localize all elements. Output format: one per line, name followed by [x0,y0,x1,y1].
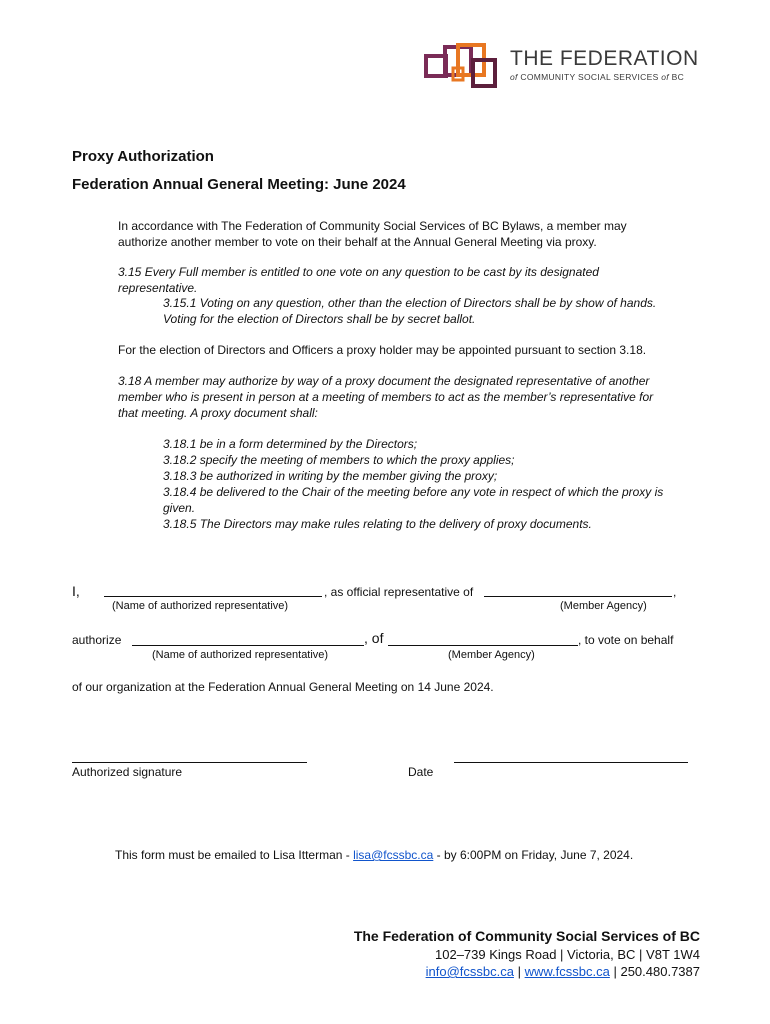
representative-label-2: (Name of authorized representative) [152,649,329,661]
date-field[interactable] [454,762,688,763]
list-item: given. [163,501,196,515]
page-title: Proxy Authorization [72,148,214,165]
footer-address: 102–739 Kings Road | Victoria, BC | V8T 1W4 [435,947,700,962]
footer-org-name: The Federation of Community Social Services of BC [353,928,700,944]
logo-title: THE FEDERATION [510,47,699,70]
member-agency-label-2: (Member Agency) [448,649,535,661]
closing-statement: of our organization at the Federation Annual General Meeting on 14 June 2024. [72,680,494,694]
list-item: 3.18.5 The Directors may make rules relating to the delivery of proxy documents. [163,517,592,531]
footer-website-link[interactable]: www.fcssbc.ca [524,964,610,979]
footer-contact: info@fcssbc.ca | www.fcssbc.ca | 250.480.7387 [425,964,700,979]
signature-field[interactable] [72,762,307,763]
date-label: Date [408,765,434,779]
form-row1-mid: , as official representative of [324,585,474,599]
meeting-title: Federation Annual General Meeting: June 2024 [72,176,406,193]
bylaw-3-18: 3.18 A member may authorize by way of a proxy document the designated representative of another member who is present in person at a meeting of members to act as the member’s representative for that meeting. A proxy document shall: [118,374,654,420]
representative-name-field-2[interactable] [132,645,364,646]
form-row2-of: , of [364,630,384,646]
bylaw-3-18-list [163,436,663,532]
intro-paragraph: In accordance with The Federation of Community Social Services of BC Bylaws, a member may authorize another member to vote on their behalf at the Annual General Meeting via proxy. [118,219,627,249]
list-item: 3.18.3 be authorized in writing by the member giving the proxy; [163,469,498,483]
footer-email-link[interactable]: info@fcssbc.ca [425,964,514,979]
list-item: 3.18.1 be in a form determined by the Directors; [163,437,418,451]
representative-label-1: (Name of authorized representative) [112,600,289,612]
submission-note: This form must be emailed to Lisa Itterman - lisa@fcssbc.ca - by 6:00PM on Friday, June 7, 2024. [115,848,634,862]
list-item: 3.18.4 be delivered to the Chair of the meeting before any vote in respect of which the proxy is [163,485,664,499]
form-row2-start: authorize [72,633,122,647]
bylaw-3-15: 3.15 Every Full member is entitled to one vote on any question to be cast by its designated representative. [118,265,599,295]
member-agency-label-1: (Member Agency) [560,600,647,612]
form-row2-end: , to vote on behalf [578,633,674,647]
contact-email-link[interactable]: lisa@fcssbc.ca [353,848,434,862]
directors-note: For the election of Directors and Officers a proxy holder may be appointed pursuant to section 3.18. [118,343,647,357]
logo-subtitle: of COMMUNITY SOCIAL SERVICES of BC [510,72,685,82]
form-row1-start: I, [72,583,80,599]
federation-logo-mark [423,42,501,92]
bylaw-3-15-1: 3.15.1 Voting on any question, other than the election of Directors shall be by show of hands. Voting for the election of Directors shall be by secret ballot. [163,296,657,326]
list-item: 3.18.2 specify the meeting of members to which the proxy applies; [163,453,515,467]
member-agency-field-1[interactable] [484,596,672,597]
form-row1-end: , [673,585,677,599]
member-agency-field-2[interactable] [388,645,578,646]
representative-name-field-1[interactable] [104,596,322,597]
signature-label: Authorized signature [72,765,183,779]
